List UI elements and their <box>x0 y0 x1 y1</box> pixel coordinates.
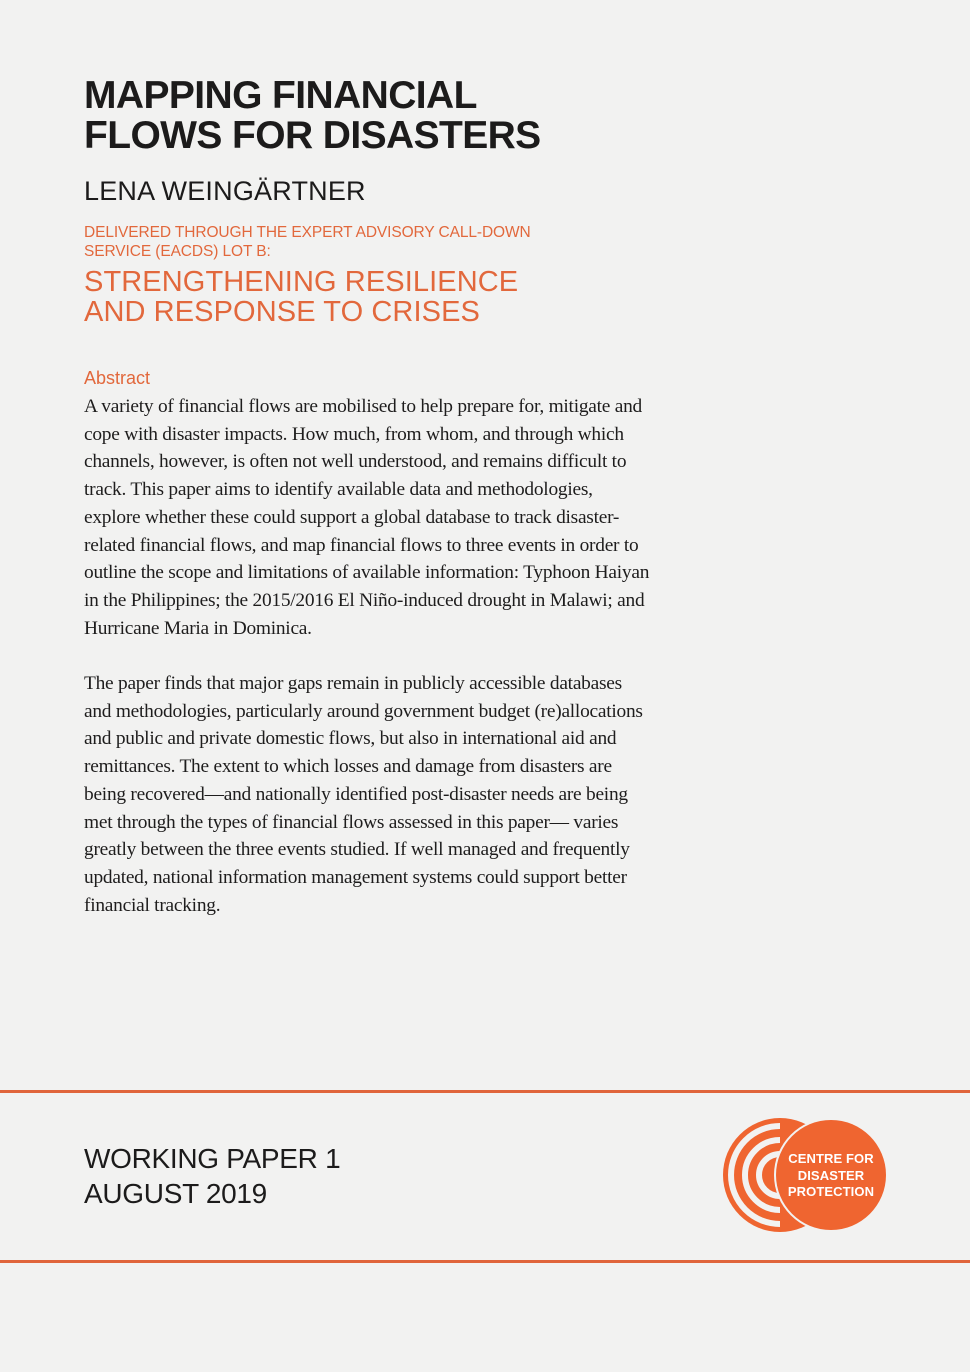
logo-text-line-2: DISASTER <box>797 1167 865 1183</box>
abstract-paragraph-1 <box>84 393 724 642</box>
logo-text-line-3: PROTECTION <box>787 1184 875 1199</box>
text-line: and public and private domestic flows, but also in international aid and <box>84 728 617 750</box>
text-line: track. This paper aims to identify available data and methodologies, <box>84 479 593 501</box>
text-line: and methodologies, particularly around government budget (re)allocations <box>84 700 643 722</box>
delivery-note-line-1: DELIVERED THROUGH THE EXPERT ADVISORY CALL-DOWN <box>84 224 531 241</box>
text-line: remittances. The extent to which losses and damage from disasters are <box>84 756 612 778</box>
text-line: met through the types of financial flows assessed in this paper— varies <box>84 811 619 833</box>
publication-date: AUGUST 2019 <box>84 1178 267 1209</box>
text-line: being recovered—and nationally identified post-disaster needs are being <box>84 783 628 805</box>
text-line: financial tracking. <box>84 894 221 916</box>
delivery-note <box>84 223 531 261</box>
text-line: Hurricane Maria in Dominica. <box>84 617 312 639</box>
series-label: WORKING PAPER 1 <box>84 1143 341 1174</box>
logo-text-line-1: CENTRE FOR <box>788 1151 874 1166</box>
program-heading-line-1: STRENGTHENING RESILIENCE <box>84 266 519 298</box>
text-line: The paper finds that major gaps remain in publicly accessible databases <box>84 673 622 695</box>
program-heading-line-2: AND RESPONSE TO CRISES <box>84 296 480 328</box>
title-line-2: FLOWS FOR DISASTERS <box>84 114 541 157</box>
text-line: related financial flows, and map financial flows to three events in order to <box>84 534 639 556</box>
abstract-body <box>84 393 724 919</box>
document-title <box>84 76 541 156</box>
footer-bottom-divider <box>0 1260 970 1263</box>
cdp-logo <box>718 1117 890 1235</box>
text-line: explore whether these could support a global database to track disaster- <box>84 506 620 528</box>
text-line: greatly between the three events studied. If well managed and frequently <box>84 839 630 861</box>
abstract-label: Abstract <box>84 368 151 388</box>
publication-info <box>84 1141 340 1211</box>
program-heading <box>84 267 518 327</box>
text-line: in the Philippines; the 2015/2016 El Niño-induced drought in Malawi; and <box>84 589 645 611</box>
text-line: outline the scope and limitations of available information: Typhoon Haiyan <box>84 562 650 584</box>
text-line: A variety of financial flows are mobilised to help prepare for, mitigate and <box>84 396 642 417</box>
text-line: updated, national information management systems could support better <box>84 866 627 888</box>
footer-top-divider <box>0 1090 970 1093</box>
abstract-paragraph-2 <box>84 670 724 919</box>
logo-text <box>780 1151 882 1201</box>
author-name: LENA WEINGÄRTNER <box>84 176 366 206</box>
title-line-1: MAPPING FINANCIAL <box>84 74 477 117</box>
text-line: cope with disaster impacts. How much, from whom, and through which <box>84 423 624 445</box>
text-line: channels, however, is often not well understood, and remains difficult to <box>84 451 627 473</box>
delivery-note-line-2: SERVICE (EACDS) LOT B: <box>84 243 271 260</box>
